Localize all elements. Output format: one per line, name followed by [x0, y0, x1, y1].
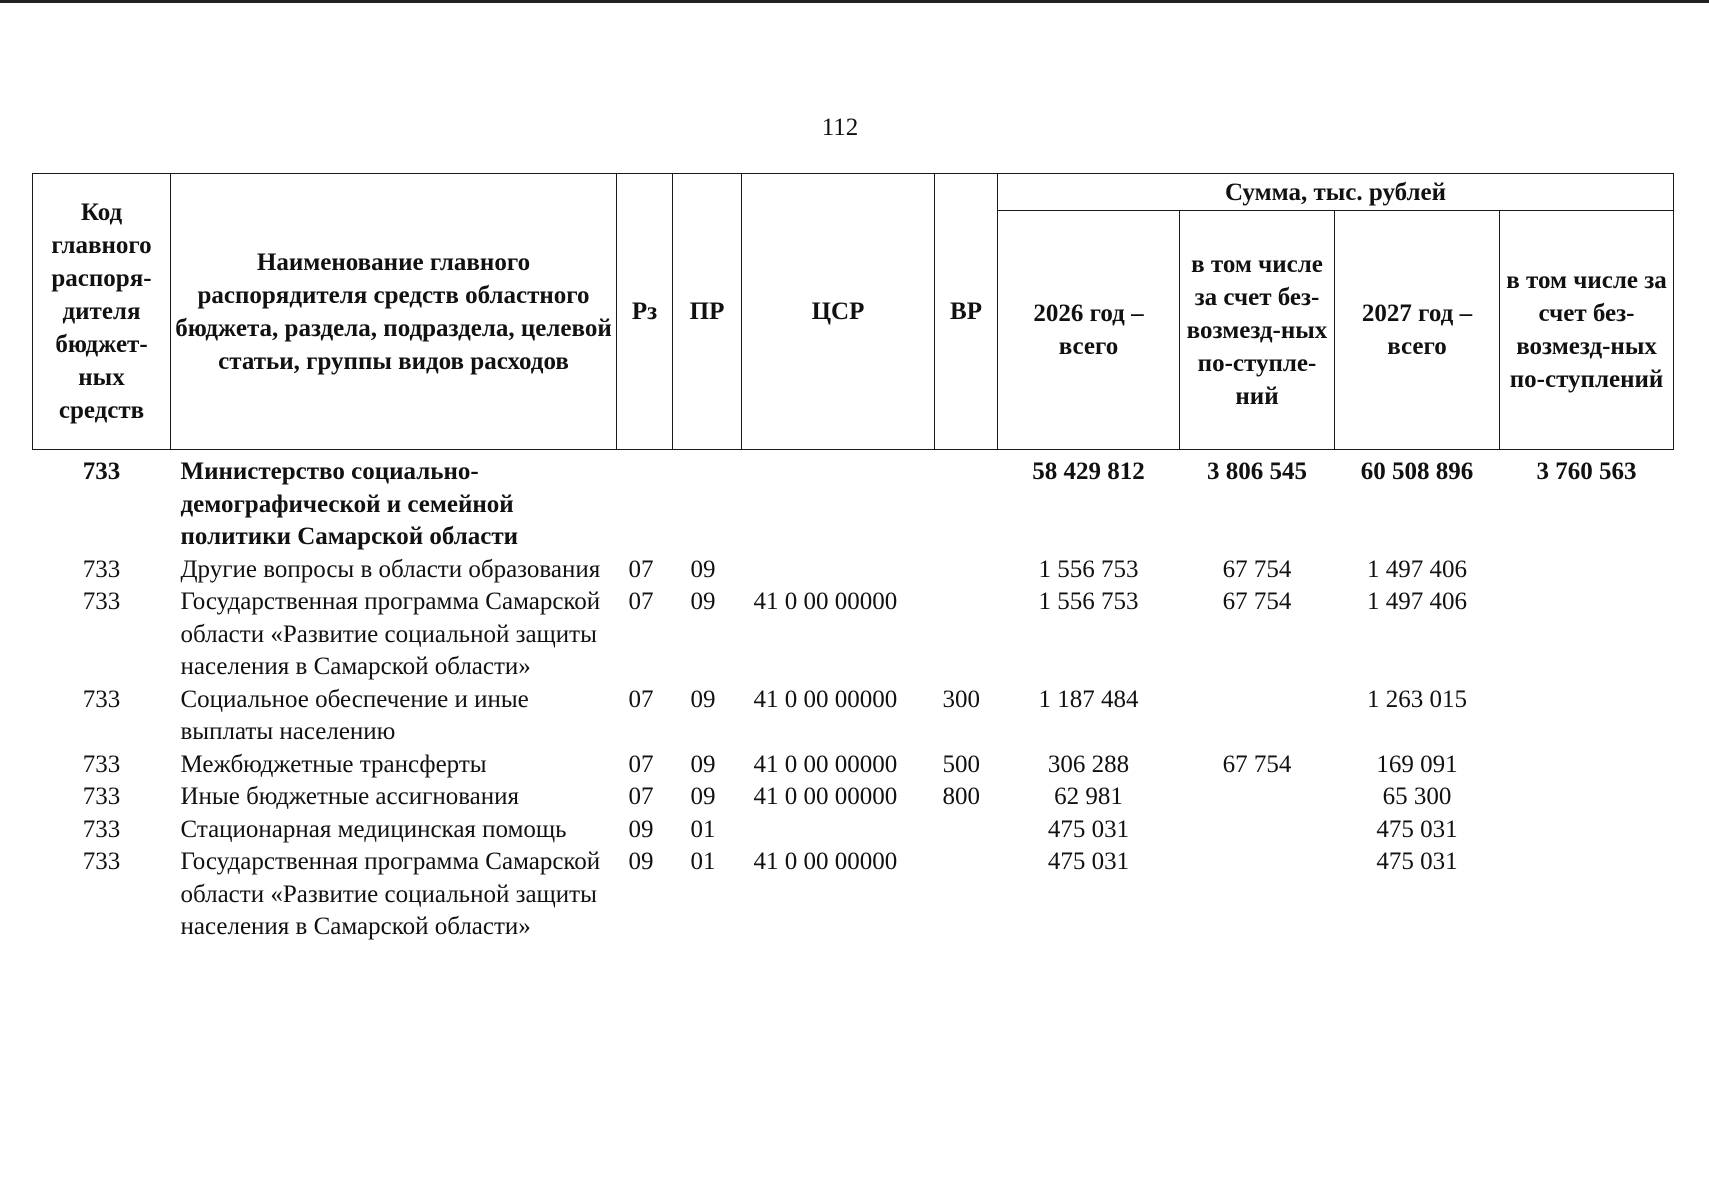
header-code: Код главного распоря-дителя бюджет-ных средств [33, 174, 171, 450]
cell-rz: 07 [628, 783, 654, 810]
table-row [33, 749, 1674, 782]
cell-2026-free [1180, 684, 1335, 749]
cell-name: Межбюджетные трансферты [180, 750, 487, 778]
cell-rz: 09 [628, 815, 654, 843]
cell-2026-total: 306 288 [1047, 750, 1130, 778]
cell-2026-total: 475 031 [1047, 848, 1130, 875]
table-row [33, 554, 1674, 587]
cell-csr [742, 814, 935, 847]
cell-code: 733 [82, 783, 121, 810]
cell-2027-total: 475 031 [1376, 815, 1458, 843]
header-rz: Рз [617, 174, 673, 450]
header-sum-group: Сумма, тыс. рублей [998, 174, 1674, 211]
cell-2027-free: 3 760 563 [1536, 458, 1637, 485]
cell-2027-free [1500, 814, 1674, 847]
cell-csr [742, 554, 935, 587]
budget-table [32, 173, 1674, 944]
header-csr: ЦСР [742, 174, 935, 450]
cell-name: Стационарная медицинская помощь [180, 815, 567, 843]
cell-2027-free [1500, 781, 1674, 814]
cell-code: 733 [82, 458, 121, 485]
cell-code: 733 [82, 685, 121, 713]
cell-2026-free: 3 806 545 [1207, 458, 1307, 485]
cell-rz: 09 [628, 848, 654, 875]
cell-vr: 300 [942, 685, 980, 713]
cell-code: 733 [82, 815, 121, 843]
table-row [33, 781, 1674, 814]
cell-csr: 41 0 00 00000 [753, 750, 898, 778]
cell-csr: 41 0 00 00000 [753, 588, 898, 615]
header-2026-total: 2026 год – всего [998, 211, 1180, 450]
cell-code: 733 [82, 555, 121, 583]
header-vr: ВР [935, 174, 998, 450]
cell-2026-total: 1 556 753 [1038, 588, 1139, 615]
cell-rz: 07 [628, 588, 654, 615]
cell-2026-free: 67 754 [1222, 588, 1292, 615]
cell-pr [673, 450, 742, 554]
cell-csr: 41 0 00 00000 [753, 685, 898, 713]
cell-2026-total: 1 187 484 [1038, 685, 1139, 713]
cell-2027-total: 1 497 406 [1367, 555, 1467, 583]
scan-edge-line [0, 0, 1709, 3]
cell-csr: 41 0 00 00000 [753, 783, 898, 810]
cell-2026-total: 1 556 753 [1038, 555, 1139, 583]
header-2027-total: 2027 год – всего [1335, 211, 1500, 450]
cell-vr: 500 [942, 750, 980, 778]
cell-name: Другие вопросы в области образования [180, 555, 601, 583]
cell-2026-free [1180, 846, 1335, 944]
cell-2026-total: 475 031 [1047, 815, 1130, 843]
cell-2026-free [1180, 781, 1335, 814]
cell-2027-total: 169 091 [1376, 750, 1458, 778]
cell-code: 733 [82, 848, 121, 875]
cell-2026-free: 67 754 [1222, 555, 1292, 583]
budget-table-container [32, 173, 1673, 944]
cell-name: Министерство социально-демографической и семейной политики Самарской области [180, 458, 519, 550]
cell-pr: 01 [690, 848, 716, 875]
cell-2026-total: 58 429 812 [1032, 458, 1145, 485]
cell-pr: 09 [690, 685, 716, 713]
table-header [33, 174, 1674, 450]
cell-2027-total: 60 508 896 [1360, 458, 1474, 485]
cell-csr: 41 0 00 00000 [753, 848, 898, 875]
cell-2026-free: 67 754 [1222, 750, 1292, 778]
cell-vr [935, 450, 998, 554]
cell-name: Государственная программа Самарской области «Развитие социальной защиты населения в Самарской области» [180, 588, 601, 680]
cell-pr: 09 [690, 750, 716, 778]
table-row [33, 450, 1674, 554]
cell-2027-free [1500, 846, 1674, 944]
table-row [33, 586, 1674, 684]
cell-code: 733 [82, 750, 121, 778]
cell-2027-total: 1 497 406 [1367, 588, 1467, 615]
cell-name: Иные бюджетные ассигнования [180, 783, 520, 810]
cell-pr: 09 [690, 588, 716, 615]
cell-rz: 07 [628, 555, 654, 583]
cell-name: Социальное обеспечение и иные выплаты населению [180, 685, 529, 745]
table-row [33, 684, 1674, 749]
cell-2027-total: 1 263 015 [1367, 685, 1467, 713]
cell-2026-free [1180, 814, 1335, 847]
header-name: Наименование главного распорядителя средств областного бюджета, раздела, подраздела, целевой статьи, группы видов расходов [171, 174, 617, 450]
page-number: 112 [821, 114, 859, 141]
cell-2027-free [1500, 749, 1674, 782]
cell-vr: 800 [942, 783, 980, 810]
table-body [33, 450, 1674, 944]
cell-pr: 09 [690, 783, 716, 810]
cell-2026-total: 62 981 [1054, 783, 1123, 810]
cell-name: Государственная программа Самарской области «Развитие социальной защиты населения в Самарской области» [180, 848, 601, 940]
cell-pr: 01 [690, 815, 716, 843]
cell-2027-free [1500, 586, 1674, 684]
cell-pr: 09 [690, 555, 716, 583]
cell-2027-total: 475 031 [1376, 848, 1458, 875]
header-pr: ПР [673, 174, 742, 450]
header-2026-free: в том числе за счет без-возмезд-ных по-ступле-ний [1180, 211, 1335, 450]
cell-vr [935, 846, 998, 944]
cell-rz: 07 [628, 750, 654, 778]
cell-rz [617, 450, 673, 554]
cell-2027-free [1500, 684, 1674, 749]
header-2027-free: в том числе за счет без-возмезд-ных по-ступлений [1500, 211, 1674, 450]
cell-2027-free [1500, 554, 1674, 587]
cell-2027-total: 65 300 [1382, 783, 1452, 810]
table-row [33, 846, 1674, 944]
cell-code: 733 [82, 588, 121, 615]
cell-vr [935, 554, 998, 587]
table-row [33, 814, 1674, 847]
cell-csr [742, 450, 935, 554]
cell-vr [935, 586, 998, 684]
cell-rz: 07 [628, 685, 654, 713]
cell-vr [935, 814, 998, 847]
